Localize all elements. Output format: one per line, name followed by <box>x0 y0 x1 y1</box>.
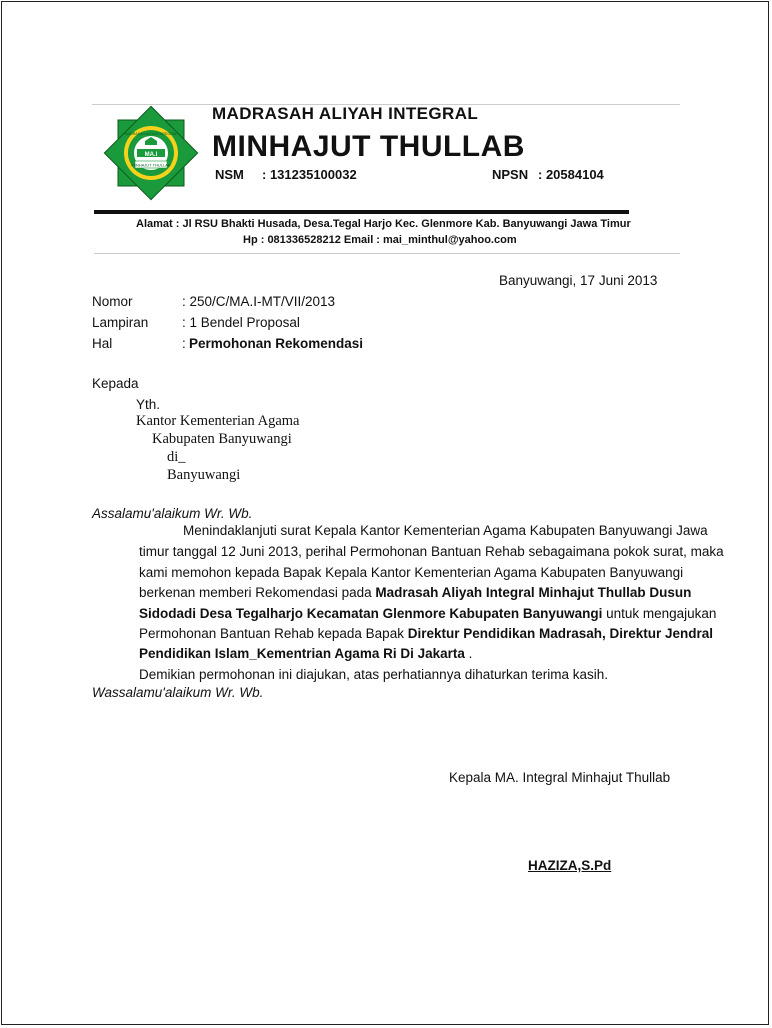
logo-mid-text: MA.I <box>144 152 158 158</box>
lampiran-value: : 1 Bendel Proposal <box>182 315 300 330</box>
body-line-4 <box>139 585 691 600</box>
body-line-2: timur tanggal 12 Juni 2013, perihal Permohonan Bantuan Rehab sebagaimana pokok surat, maka <box>139 544 724 559</box>
lampiran-label: Lampiran <box>92 315 149 330</box>
recipient-line1: Kantor Kementerian Agama <box>136 413 300 429</box>
body-line-7-text: . <box>464 646 473 661</box>
header-contact: Hp : 081336528212 Email : mai_minthul@yahoo.com <box>243 234 517 246</box>
body-line-6-text: Permohonan Bantuan Rehab kepada Bapak <box>139 626 408 641</box>
body-line-5-bold: Sidodadi Desa Tegalharjo Kecamatan Glenmore Kabupaten Banyuwangi <box>139 606 603 621</box>
signature-name: HAZIZA,S.Pd <box>528 858 612 873</box>
signature-title: Kepala MA. Integral Minhajut Thullab <box>449 770 671 785</box>
header-institution-line1: MADRASAH ALIYAH INTEGRAL <box>212 104 479 123</box>
logo-bottom-text: MINHAJUT THULLAB <box>131 162 171 168</box>
body-line-7 <box>139 646 472 661</box>
body-line-8: Demikian permohonan ini diajukan, atas perhatiannya dihaturkan terima kasih. <box>139 667 609 682</box>
recipient-line3: di_ <box>167 449 186 465</box>
body-line-6 <box>139 626 713 641</box>
body-line-7-bold: Pendidikan Islam_Kementrian Agama Ri Di Jakarta <box>139 646 465 661</box>
header-address: Alamat : Jl RSU Bhakti Husada, Desa.Tegal Harjo Kec. Glenmore Kab. Banyuwangi Jawa Timur <box>136 218 631 230</box>
header-rule <box>94 210 629 214</box>
body-line-4-text: berkenan memberi Rekomendasi pada <box>139 585 376 600</box>
recipient-line2: Kabupaten Banyuwangi <box>152 431 292 447</box>
body-line-6-bold: Direktur Pendidikan Madrasah, Direktur Jendral <box>407 626 714 641</box>
hal-colon: : <box>182 336 186 351</box>
hal-value: Permohonan Rekomendasi <box>189 336 364 351</box>
letter-date: Banyuwangi, 17 Juni 2013 <box>499 273 658 288</box>
body-line-5-text: untuk mengajukan <box>602 606 717 621</box>
recipient-line4: Banyuwangi <box>167 467 241 483</box>
body-line-3: kami memohon kepada Bapak Kepala Kantor Kementerian Agama Kabupaten Banyuwangi <box>139 565 684 580</box>
nsm-label: NSM <box>215 167 244 182</box>
npsn-label: NPSN <box>492 167 529 182</box>
kepada-label: Kepada <box>92 376 139 391</box>
closing: Wassalamu'alaikum Wr. Wb. <box>92 685 264 700</box>
yth-label: Yth. <box>136 397 161 412</box>
logo-top-text: MADRASAH ALIYAH INTEGRAL <box>124 132 178 136</box>
hal-label: Hal <box>92 336 113 351</box>
header-institution-line2: MINHAJUT THULLAB <box>212 130 525 163</box>
nsm-value: : 131235100032 <box>262 167 357 182</box>
nomor-label: Nomor <box>92 294 133 309</box>
nomor-value: : 250/C/MA.I-MT/VII/2013 <box>182 294 336 309</box>
greeting: Assalamu'alaikum Wr. Wb. <box>92 506 253 521</box>
body-line-5 <box>139 606 716 621</box>
body-line-1: Menindaklanjuti surat Kepala Kantor Kementerian Agama Kabupaten Banyuwangi Jawa <box>183 523 708 538</box>
header-bottom-line <box>94 253 680 254</box>
body-line-4-bold: Madrasah Aliyah Integral Minhajut Thullab Dusun <box>375 585 692 600</box>
school-logo-icon <box>92 104 210 202</box>
npsn-value: : 20584104 <box>538 167 604 182</box>
